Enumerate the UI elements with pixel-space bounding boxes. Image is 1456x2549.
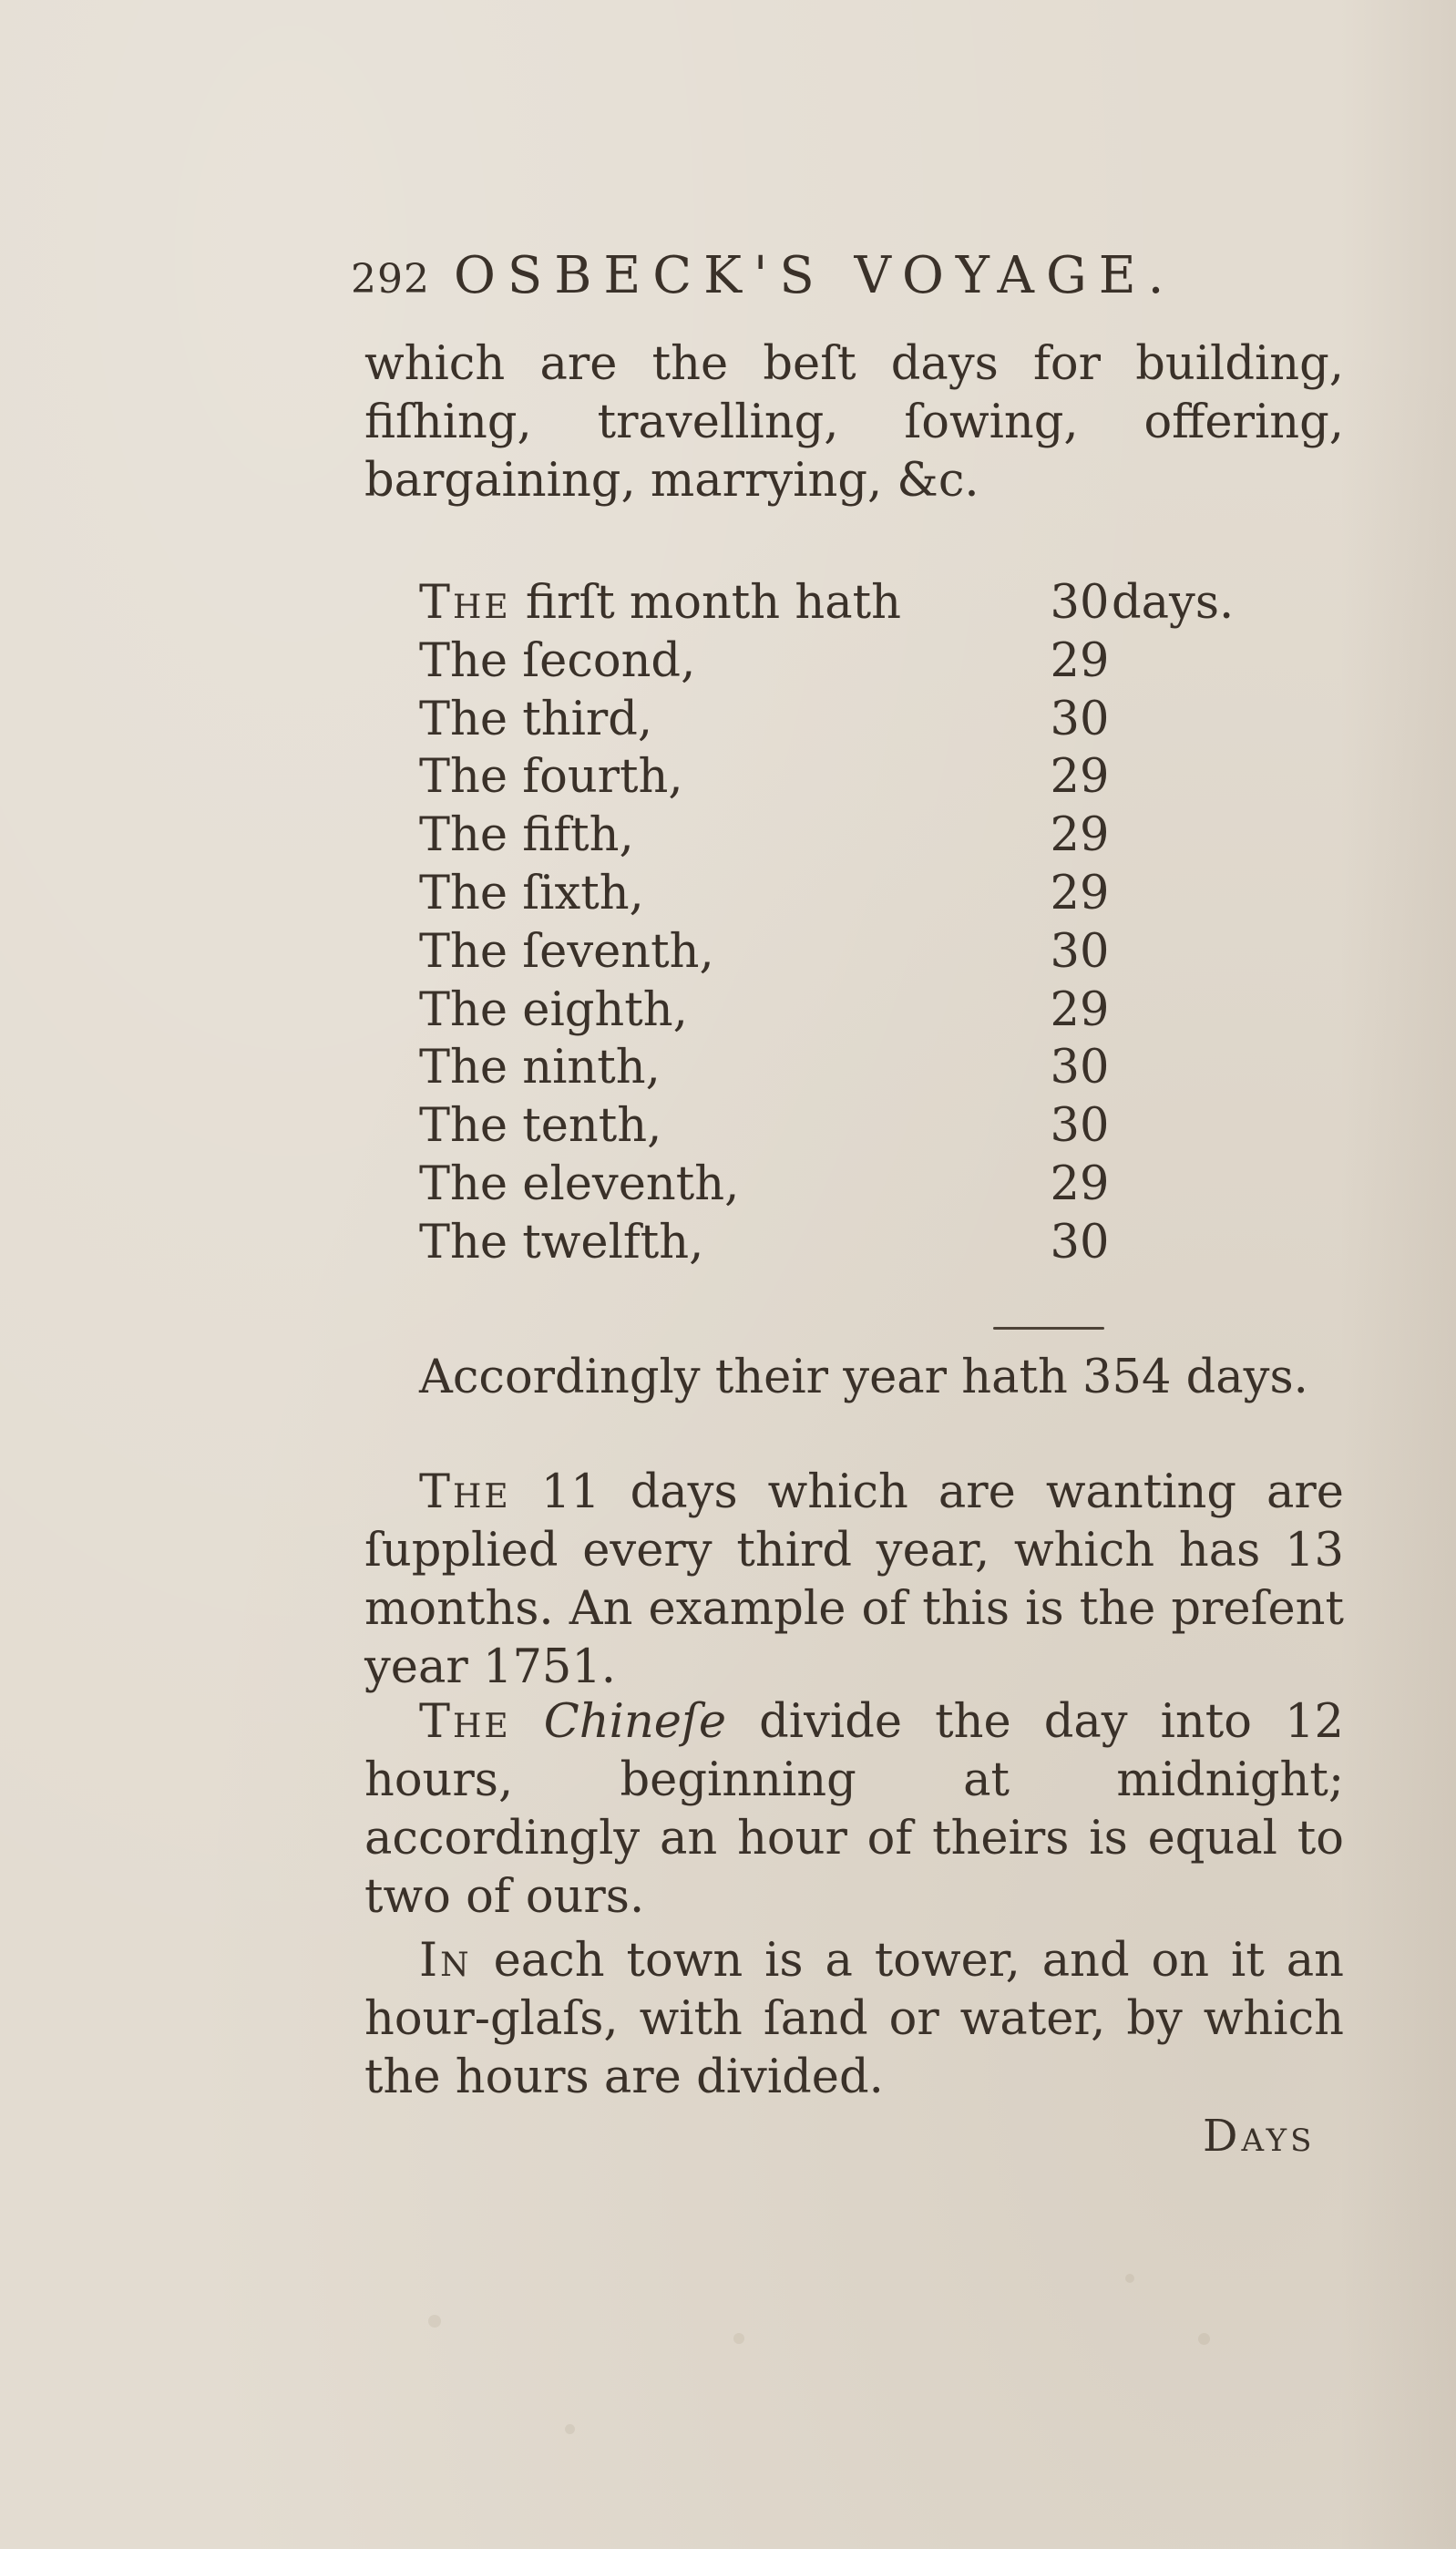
month-label: The ſixth, bbox=[419, 866, 644, 920]
catchword: Days bbox=[1203, 2111, 1316, 2162]
month-row bbox=[419, 574, 1330, 632]
month-label: The ninth, bbox=[419, 1041, 661, 1095]
emphasis-chinese: Chineſe bbox=[543, 1695, 727, 1749]
month-days: 30 bbox=[1050, 692, 1110, 746]
month-label: The fourth, bbox=[419, 750, 683, 805]
month-label: The twelfth, bbox=[419, 1215, 704, 1269]
month-label: The fifth, bbox=[419, 808, 634, 863]
month-days: 30 bbox=[1050, 1041, 1110, 1095]
lead-word: The bbox=[419, 1465, 511, 1519]
month-row bbox=[419, 1039, 1330, 1097]
month-days: 30 bbox=[1050, 1099, 1110, 1154]
paragraph-hours bbox=[364, 1693, 1344, 1927]
month-days: 30 bbox=[1050, 576, 1110, 630]
month-label: The third, bbox=[419, 692, 653, 746]
paper-spot bbox=[733, 2333, 744, 2344]
page-number: 292 bbox=[351, 256, 430, 303]
month-row bbox=[419, 691, 1330, 749]
month-label: The ſeventh, bbox=[419, 924, 714, 979]
month-days: 29 bbox=[1050, 1156, 1110, 1211]
month-row bbox=[419, 1214, 1330, 1272]
month-label: The ſecond, bbox=[419, 633, 696, 688]
month-row bbox=[419, 807, 1330, 865]
month-row bbox=[419, 1156, 1330, 1214]
month-days: 29 bbox=[1050, 750, 1110, 805]
paragraph-leap-month bbox=[364, 1464, 1344, 1697]
paper-spot bbox=[428, 2315, 441, 2328]
month-row bbox=[419, 923, 1330, 982]
month-label: firſt month hath bbox=[525, 576, 901, 630]
running-head: OSBECK'S VOYAGE. bbox=[453, 246, 1176, 305]
month-row bbox=[419, 748, 1330, 807]
lead-word: In bbox=[419, 1934, 472, 1988]
lead-word: The bbox=[419, 1695, 511, 1749]
year-total: Accordingly their year hath 354 days. bbox=[419, 1351, 1308, 1404]
month-days: 29 bbox=[1050, 808, 1110, 863]
paragraph-hourglass bbox=[364, 1932, 1344, 2107]
month-label: The tenth, bbox=[419, 1099, 662, 1154]
paragraph-body: each town is a tower, and on it an hour-glaſs, with ſand or water, by which the hours are divided. bbox=[364, 1934, 1344, 2104]
month-days: 30 bbox=[1050, 924, 1110, 979]
month-lead-word: The bbox=[419, 576, 511, 630]
paper-spot bbox=[1125, 2274, 1134, 2283]
months-table bbox=[419, 574, 1330, 1272]
month-row bbox=[419, 1097, 1330, 1156]
month-days: 30 bbox=[1050, 1215, 1110, 1269]
paragraph-good-days: which are the beſt days for building, fiſhing, travelling, ſowing, offering, bargaining, marrying, &c. bbox=[364, 337, 1344, 508]
page-header bbox=[351, 246, 1353, 319]
month-label: The eighth, bbox=[419, 982, 688, 1037]
month-days: 29 bbox=[1050, 866, 1110, 920]
month-days: 29 bbox=[1050, 633, 1110, 688]
paper-spot bbox=[565, 2424, 575, 2434]
month-row bbox=[419, 632, 1330, 691]
month-label: The eleventh, bbox=[419, 1156, 740, 1211]
month-days: 29 bbox=[1050, 982, 1110, 1037]
sum-rule bbox=[993, 1327, 1104, 1330]
days-unit: days. bbox=[1112, 576, 1235, 630]
paragraph-body: 11 days which are wanting are ſupplied every third year, which has 13 months. An example of this is the preſent year 1751. bbox=[364, 1465, 1344, 1694]
paper-spot bbox=[1198, 2333, 1210, 2345]
month-row bbox=[419, 982, 1330, 1040]
paragraph-body: divide the day into 12 hours, beginning at midnight; accordingly an hour of theirs is equal to two of ours. bbox=[364, 1695, 1344, 1924]
month-row bbox=[419, 865, 1330, 923]
